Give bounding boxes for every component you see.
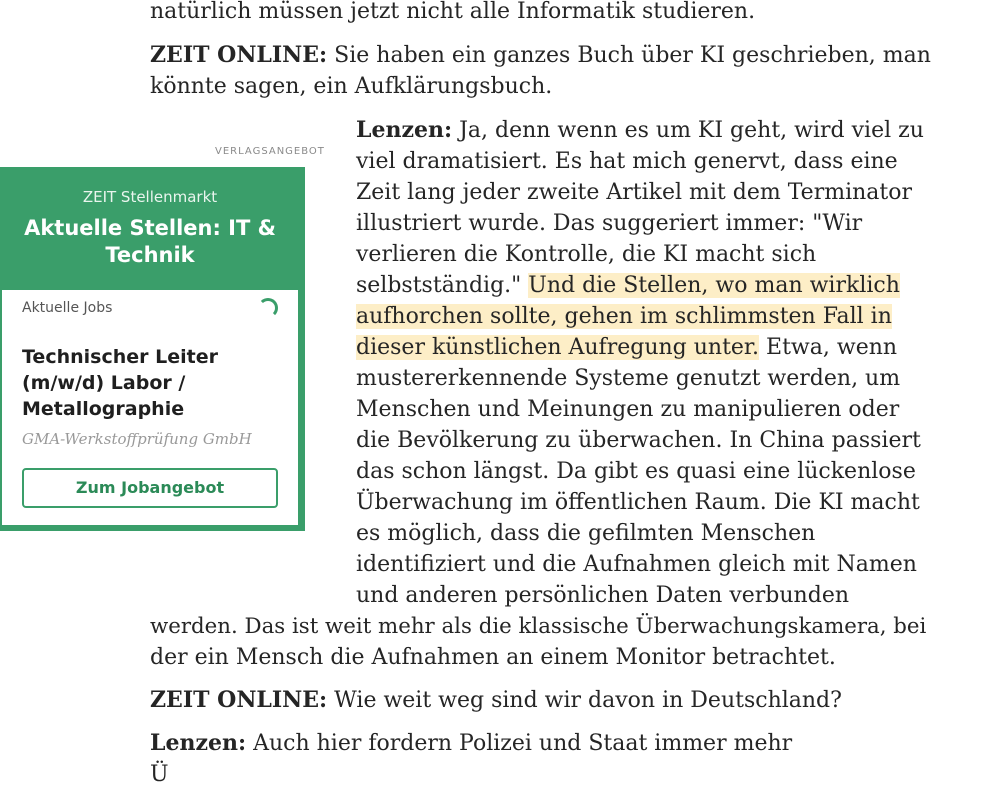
speaker-label: Lenzen: bbox=[150, 730, 247, 756]
text-run: selbstständig." bbox=[356, 273, 529, 298]
loading-spinner-icon bbox=[258, 298, 278, 318]
highlighted-text: aufhorchen sollte, gehen im schlimmsten Fall in bbox=[356, 304, 892, 329]
ad-label: VERLAGSANGEBOT bbox=[215, 146, 325, 157]
paragraph-line: es möglich, dass die gefilmten Menschen bbox=[356, 521, 816, 546]
paragraph-line: identifiziert und die Aufnahmen gleich mit Namen bbox=[356, 552, 917, 577]
paragraph-line: mustererkennende Systeme genutzt werden, um bbox=[356, 366, 901, 391]
ad-title[interactable]: Aktuelle Stellen: IT & Technik bbox=[24, 216, 276, 267]
job-offer-button[interactable]: Zum Jobangebot bbox=[22, 468, 278, 508]
paragraph-line: das schon längst. Da gibt es quasi eine lückenlose bbox=[356, 459, 916, 484]
paragraph-line: Ü bbox=[150, 762, 169, 787]
paragraph-line: natürlich müssen jetzt nicht alle Informatik studieren. bbox=[150, 0, 756, 24]
highlighted-text: Und die Stellen, wo man wirklich bbox=[528, 273, 900, 298]
job-card-kicker: Aktuelle Jobs bbox=[22, 300, 113, 316]
speaker-label: ZEIT ONLINE: bbox=[150, 687, 328, 713]
speaker-label: ZEIT ONLINE: bbox=[150, 42, 328, 68]
paragraph-line bbox=[356, 270, 900, 301]
ad-subtitle: ZEIT Stellenmarkt bbox=[82, 188, 218, 206]
answer-text: Ja, denn wenn es um KI geht, wird viel zu bbox=[452, 118, 924, 143]
paragraph-line: verlieren die Kontrolle, die KI macht sich bbox=[356, 242, 817, 267]
paragraph-line bbox=[356, 301, 892, 332]
question-paragraph bbox=[150, 685, 842, 716]
question-paragraph bbox=[150, 40, 931, 71]
paragraph-line: Zeit lang jeder zweite Artikel mit dem Terminator bbox=[356, 180, 912, 205]
question-text: Sie haben ein ganzes Buch über KI geschrieben, man bbox=[327, 43, 931, 68]
text-run: Etwa, wenn bbox=[759, 335, 898, 360]
paragraph-line: Überwachung im öffentlichen Raum. Die KI macht bbox=[356, 490, 920, 515]
paragraph-line bbox=[356, 332, 897, 363]
highlighted-text: dieser künstlichen Aufregung unter. bbox=[356, 335, 760, 360]
answer-paragraph bbox=[150, 728, 792, 759]
question-text: Wie weit weg sind wir davon in Deutschland? bbox=[327, 688, 842, 713]
paragraph-line: könnte sagen, ein Aufklärungsbuch. bbox=[150, 74, 553, 99]
paragraph-line: und anderen persönlichen Daten verbunden bbox=[356, 583, 850, 608]
speaker-label: Lenzen: bbox=[356, 117, 453, 143]
answer-paragraph bbox=[356, 115, 924, 146]
answer-text: Auch hier fordern Polizei und Staat immer mehr bbox=[246, 731, 793, 756]
paragraph-line: illustriert wurde. Das suggeriert immer: "Wir bbox=[356, 211, 863, 236]
paragraph-line: die Bevölkerung zu überwachen. In China passiert bbox=[356, 428, 921, 453]
paragraph-line: werden. Das ist weit mehr als die klassische Überwachungskamera, bei bbox=[150, 614, 927, 639]
paragraph-line: der ein Mensch die Aufnahmen an einem Monitor betrachtet. bbox=[150, 645, 836, 670]
paragraph-line: viel dramatisiert. Es hat mich genervt, dass eine bbox=[356, 149, 898, 174]
paragraph-line: Menschen und Meinungen zu manipulieren oder bbox=[356, 397, 900, 422]
job-title[interactable]: Technischer Leiter (m/w/d) Labor / Metallographie bbox=[22, 346, 218, 420]
company-name: GMA-Werkstoffprüfung GmbH bbox=[22, 430, 252, 448]
